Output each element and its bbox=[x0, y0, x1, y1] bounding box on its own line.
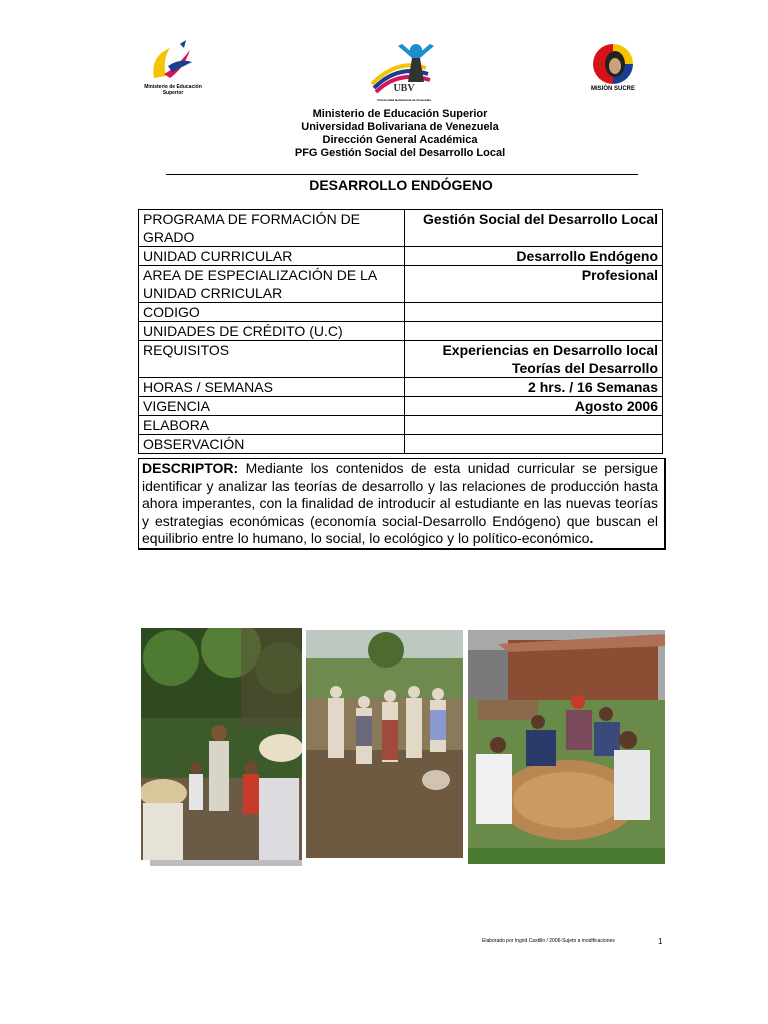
ministerio-emblem-icon bbox=[140, 38, 210, 88]
document-title: DESARROLLO ENDÓGENO bbox=[309, 177, 493, 193]
mision-sucre-caption: MISIÓN SUCRE bbox=[590, 86, 635, 92]
header-ministry: Ministerio de Educación Superior bbox=[312, 108, 488, 120]
photo-community-meeting bbox=[141, 628, 302, 860]
descriptor-label: DESCRIPTOR: bbox=[142, 460, 239, 476]
mision-sucre-logo bbox=[584, 42, 642, 98]
table-row bbox=[139, 266, 663, 303]
descriptor-end: . bbox=[589, 530, 594, 547]
row-value bbox=[405, 416, 663, 435]
table-row bbox=[139, 341, 663, 378]
ministerio-logo bbox=[140, 38, 210, 100]
ubv-logo bbox=[368, 38, 440, 104]
row-label: REQUISITOS bbox=[139, 341, 405, 378]
header-university: Universidad Bolivariana de Venezuela bbox=[301, 121, 499, 133]
row-value bbox=[405, 435, 663, 454]
row-label: ELABORA bbox=[139, 416, 405, 435]
field-group-image bbox=[306, 630, 463, 858]
harvest-sorting-image bbox=[468, 630, 665, 864]
row-value: Gestión Social del Desarrollo Local bbox=[405, 210, 663, 247]
table-row bbox=[139, 303, 663, 322]
row-value: Experiencias en Desarrollo local Teorías del Desarrollo bbox=[405, 341, 663, 378]
ubv-logo-caption: Universidad Bolivariana de Venezuela bbox=[377, 98, 431, 102]
page-number: 1 bbox=[658, 937, 663, 946]
table-row bbox=[139, 435, 663, 454]
ubv-emblem-icon bbox=[368, 38, 440, 104]
row-label: AREA DE ESPECIALIZACIÓN DE LA UNIDAD CRRICULAR bbox=[139, 266, 405, 303]
ubv-logo-text: UBV bbox=[393, 83, 415, 94]
mision-sucre-emblem-icon bbox=[584, 42, 642, 86]
row-value: Profesional bbox=[405, 266, 663, 303]
table-row bbox=[139, 247, 663, 266]
row-label: HORAS / SEMANAS bbox=[139, 378, 405, 397]
row-value: Desarrollo Endógeno bbox=[405, 247, 663, 266]
institution-header bbox=[200, 108, 600, 160]
row-value bbox=[405, 303, 663, 322]
row-label: UNIDAD CURRICULAR bbox=[139, 247, 405, 266]
header-direction: Dirección General Académica bbox=[322, 134, 478, 146]
course-info-table bbox=[138, 209, 663, 454]
row-label: UNIDADES DE CRÉDITO (U.C) bbox=[139, 322, 405, 341]
photo-field-group bbox=[306, 630, 463, 858]
photo-harvest-sorting bbox=[468, 630, 665, 864]
footer-credit: Elaborado por Ingrid Castillo / 2006-Sujeto a modificaciones bbox=[482, 938, 615, 944]
table-row bbox=[139, 210, 663, 247]
row-label: VIGENCIA bbox=[139, 397, 405, 416]
row-label: CODIGO bbox=[139, 303, 405, 322]
header-program: PFG Gestión Social del Desarrollo Local bbox=[294, 147, 506, 159]
descriptor-box bbox=[138, 458, 666, 550]
row-label: OBSERVACIÓN bbox=[139, 435, 405, 454]
table-row bbox=[139, 378, 663, 397]
table-row bbox=[139, 397, 663, 416]
ministerio-logo-caption: Ministerio de Educación Superior bbox=[144, 84, 202, 96]
header-divider bbox=[166, 174, 638, 175]
row-value bbox=[405, 322, 663, 341]
table-row bbox=[139, 416, 663, 435]
community-meeting-image bbox=[141, 628, 302, 860]
table-row bbox=[139, 322, 663, 341]
row-value: Agosto 2006 bbox=[405, 397, 663, 416]
row-label: PROGRAMA DE FORMACIÓN DE GRADO bbox=[139, 210, 405, 247]
descriptor-text: Mediante los contenidos de esta unidad curricular se persigue identificar y analizar las teorías de desarrollo y las relaciones de producción hasta ahora imperantes, con la finalidad de introducir al estudiante en las nuevas teorías y estrategias económicas (economía social-Desarrollo Endógeno) que buscan el equilibrio entre lo humano, lo social, lo ecológico y lo político-económico bbox=[142, 460, 658, 547]
row-value: 2 hrs. / 16 Semanas bbox=[405, 378, 663, 397]
